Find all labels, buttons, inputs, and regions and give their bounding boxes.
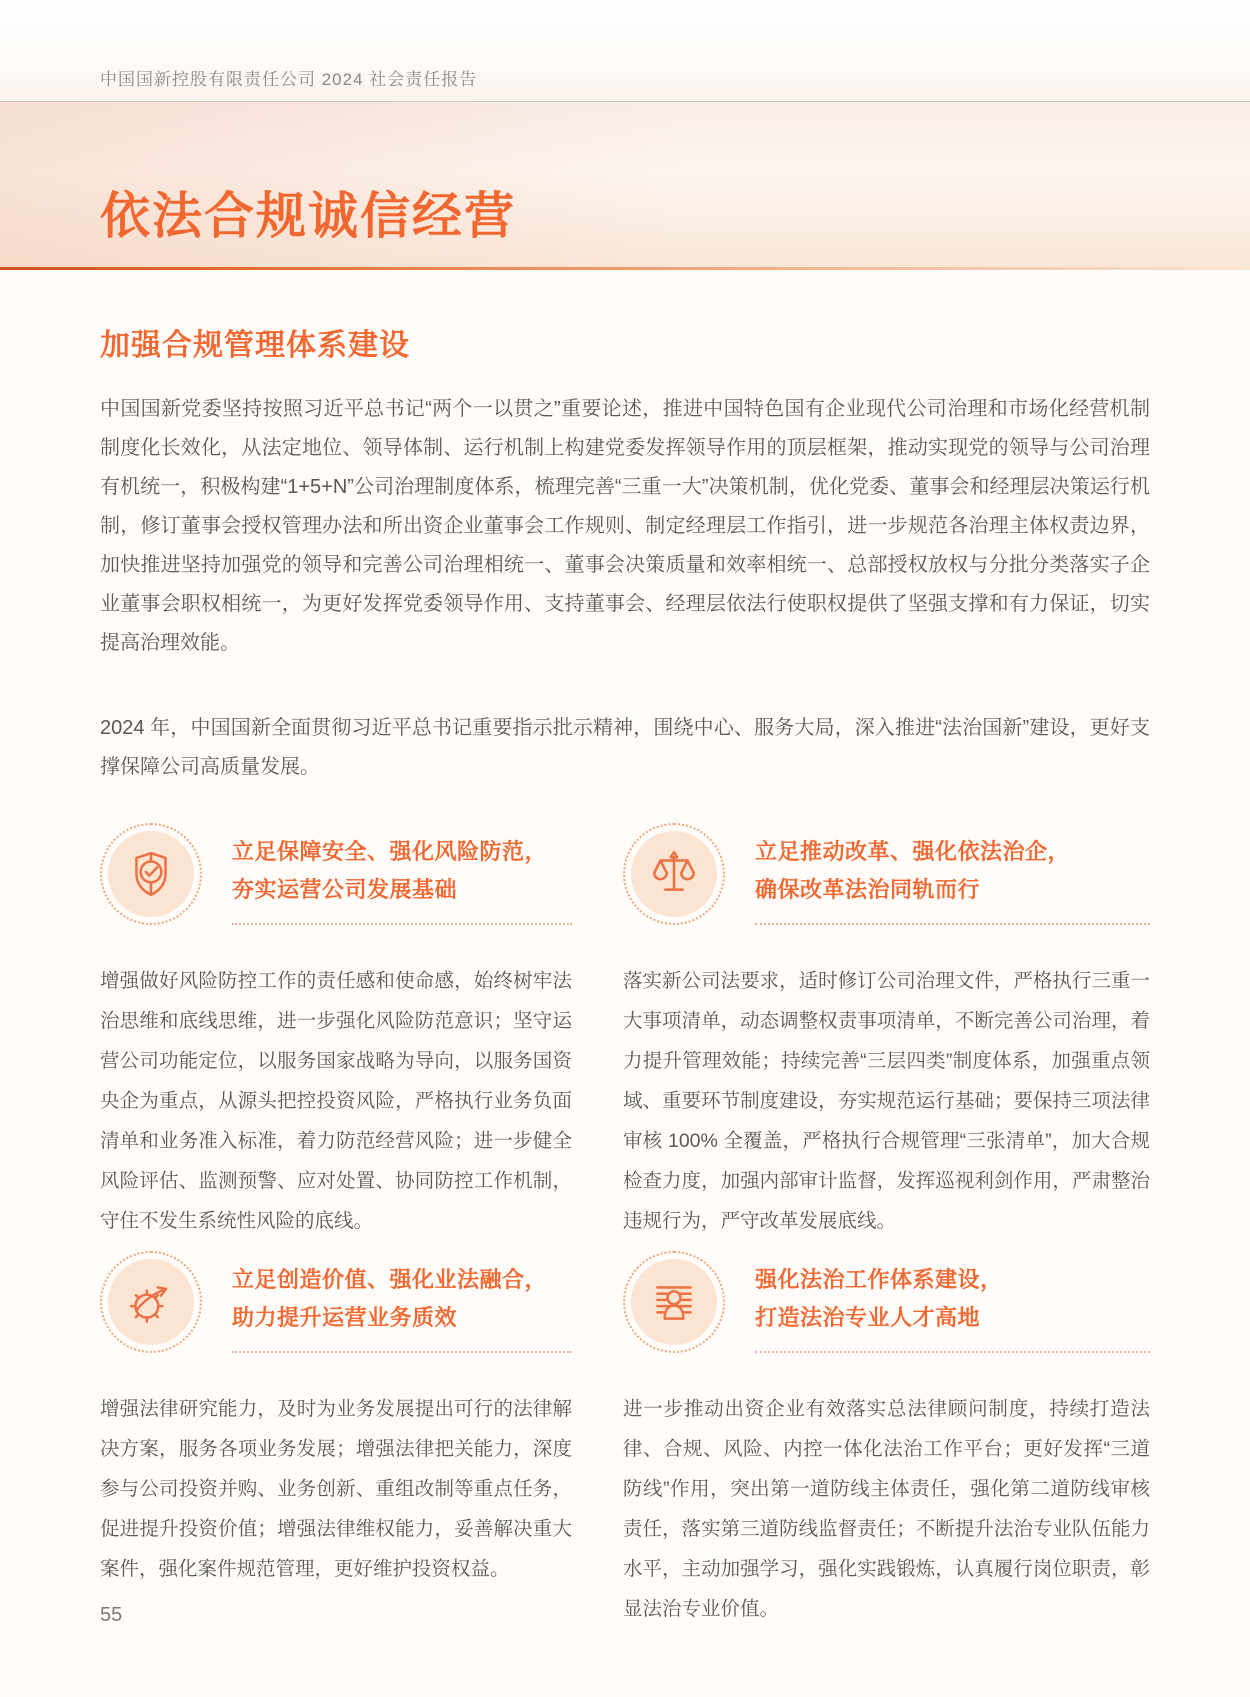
block-body-text: 落实新公司法要求，适时修订公司治理文件，严格执行三重一大事项清单，动态调整权责事项清单，不断完善公司治理，着力提升管理效能；持续完善“三层四类”制度体系，加强重点领域、重要环节制度建设，夯实规范运行基础；要保持三项法律审核 100% 全覆盖，严格执行合规管理“三张清单”，加大合规检查力度，加强内部审计监督，发挥巡视利剑作用，严肃整治违规行为，严守改革发展底线。 [623,970,1150,1232]
block-risk-prevention [100,823,572,1241]
page-header [0,0,1250,102]
page-number: 55 [100,1604,123,1626]
paragraph-2024-overview: 2024 年，中国国新全面贯彻习近平总书记重要指示批示精神，围绕中心、服务大局，深入推进“法治国新”建设，更好支撑保障公司高质量发展。 [100,717,1150,778]
block-title-line1: 强化法治工作体系建设， [755,1267,1003,1292]
block-title-line2: 助力提升运营业务质效 [232,1305,458,1330]
block-title-line2: 夯实运营公司发展基础 [232,877,458,902]
block-title-line2: 确保改革法治同轨而行 [755,877,981,902]
block-header [100,1251,572,1353]
chapter-title: 依法合规诚信经营 [100,188,516,244]
icon-circle [631,831,717,917]
block-title-area [232,823,572,925]
report-header-title: 中国国新控股有限责任公司 2024 社会责任报告 [100,70,478,89]
content-area [0,320,1250,1629]
block-title-line1: 立足创造价值、强化业法融合， [232,1267,548,1292]
shield-check-icon [100,823,202,925]
block-value-creation [100,1251,572,1629]
section-title: 加强合规管理体系建设 [100,329,410,362]
block-body-text: 增强法律研究能力，及时为业务发展提出可行的法律解决方案，服务各项业务发展；增强法律把关能力，深度参与公司投资并购、业务创新、重组改制等重点任务，促进提升投资价值；增强法律维权能力，妥善解决重大案件，强化案件规范管理，更好维护投资权益。 [100,1398,572,1580]
chapter-banner [0,102,1250,267]
block-legal-talent [623,1251,1150,1629]
icon-circle [108,831,194,917]
block-title-area [232,1251,572,1353]
block-title-line1: 立足保障安全、强化风险防范， [232,839,548,864]
block-header [100,823,572,925]
block-title-area [755,823,1150,925]
block-title-area [755,1251,1150,1353]
block-body-text: 进一步推动出资企业有效落实总法律顾问制度，持续打造法律、合规、风险、内控一体化法治工作平台；更好发挥“三道防线”作用，突出第一道防线主体责任，强化第二道防线审核责任，落实第三道防线监督责任；不断提升法治专业队伍能力水平，主动加强学习，强化实践锻炼，认真履行岗位职责，彰显法治专业价值。 [623,1398,1150,1620]
block-body-text: 增强做好风险防控工作的责任感和使命感，始终树牢法治思维和底线思维，进一步强化风险防范意识；坚守运营公司功能定位，以服务国家战略为导向，以服务国资央企为重点，从源头把控投资风险，严格执行业务负面清单和业务准入标准，着力防范经营风险；进一步健全风险评估、监测预警、应对处置、协同防控工作机制，守住不发生系统性风险的底线。 [100,970,572,1232]
scales-of-justice-icon [623,823,725,925]
focus-blocks-grid [100,823,1150,1629]
block-header [623,1251,1150,1353]
paragraph-governance: 中国国新党委坚持按照习近平总书记“两个一以贯之”重要论述，推进中国特色国有企业现代公司治理和市场化经营机制制度化长效化，从法定地位、领导体制、运行机制上构建党委发挥领导作用的顶层框架，推动实现党的领导与公司治理有机统一，积极构建“1+5+N”公司治理制度体系，梳理完善“三重一大”决策机制，优化党委、董事会和经理层决策运行机制，修订董事会授权管理办法和所出资企业董事会工作规则、制定经理层工作指引，进一步规范各治理主体权责边界，加快推进坚持加强党的领导和完善公司治理相统一、董事会决策质量和效率相统一、总部授权放权与分批分类落实子企业董事会职权相统一，为更好发挥党委领导作用、支持董事会、经理层依法行使职权提供了坚强支撑和有力保证，切实提高治理效能。 [100,398,1150,654]
block-title-line1: 立足推动改革、强化依法治企， [755,839,1071,864]
block-header [623,823,1150,925]
icon-circle [108,1259,194,1345]
block-rule-of-law-reform [623,823,1150,1241]
icon-circle [631,1259,717,1345]
block-title-line2: 打造法治专业人才高地 [755,1305,981,1330]
gear-growth-arrow-icon [100,1251,202,1353]
banner-divider [0,267,1250,270]
talent-profile-icon [623,1251,725,1353]
